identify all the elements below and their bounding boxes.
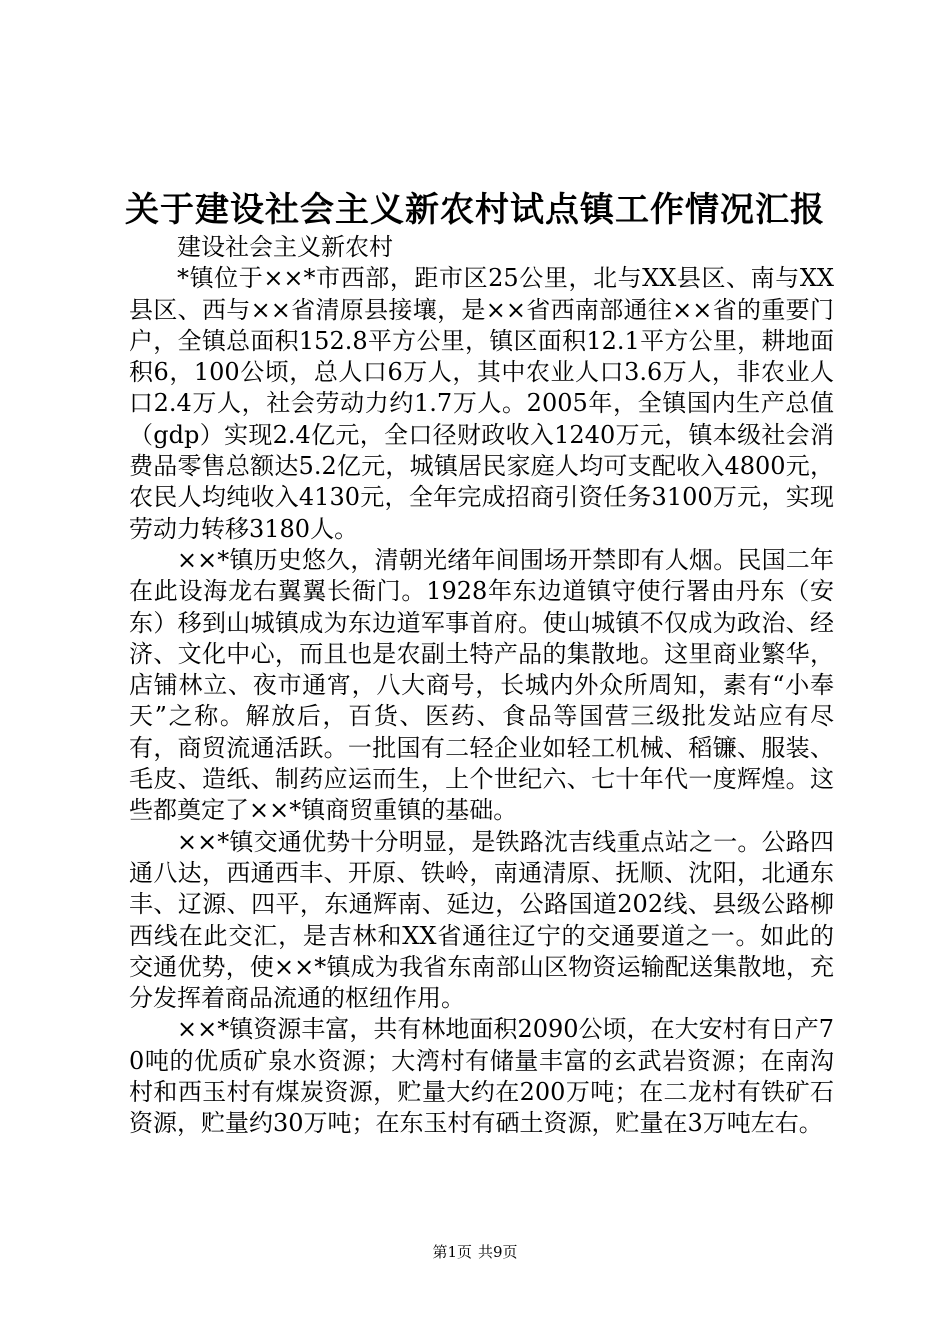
document-body <box>129 232 834 1140</box>
document-title: 关于建设社会主义新农村试点镇工作情况汇报 <box>125 190 825 230</box>
page-number-current: 第1页 <box>432 1243 472 1261</box>
paragraph-transport: ××*镇交通优势十分明显，是铁路沈吉线重点站之一。公路四通八达，西通西丰、开原、铁岭，南通清原、抚顺、沈阳，北通东丰、辽源、四平，东通辉南、延边，公路国道202线、县级公路柳西线在此交汇，是吉林和XX省通往辽宁的交通要道之一。如此的交通优势，使××*镇成为我省东南部山区物资运输配送集散地，充分发挥着商品流通的枢纽作用。 <box>129 827 834 1013</box>
paragraph-resources: ××*镇资源丰富，共有林地面积2090公顷，在大安村有日产70吨的优质矿泉水资源；大湾村有储量丰富的玄武岩资源；在南沟村和西玉村有煤炭资源，贮量大约在200万吨；在二龙村有铁矿石资源，贮量约30万吨；在东玉村有硒土资源，贮量在3万吨左右。 <box>129 1015 834 1138</box>
paragraph-overview: *镇位于××*市西部，距市区25公里，北与XX县区、南与XX县区、西与××省清原县接壤，是××省西南部通往××省的重要门户，全镇总面积152.8平方公里，镇区面积12.1平方公里，耕地面积6，100公顷，总人口6万人，其中农业人口3.6万人，非农业人口2.4万人，社会劳动力约1.7万人。2005年，全镇国内生产总值（gdp）实现2.4亿元，全口径财政收入1240万元，镇本级社会消费品零售总额达5.2亿元，城镇居民家庭人均可支配收入4800元，农民人均纯收入4130元，全年完成招商引资任务3100万元，实现劳动力转移3180人。 <box>129 264 834 543</box>
paragraph-subtitle: 建设社会主义新农村 <box>177 233 393 261</box>
page-footer <box>0 1240 950 1264</box>
page-number-total: 共9页 <box>478 1243 518 1261</box>
paragraph-history: ××*镇历史悠久，清朝光绪年间围场开禁即有人烟。民国二年在此设海龙右翼翼长衙门。1928年东边道镇守使行署由丹东（安东）移到山城镇成为东边道军事首府。使山城镇不仅成为政治、经济、文化中心，而且也是农副土特产品的集散地。这里商业繁华，店铺林立、夜市通宵，八大商号，长城内外众所周知，素有“小奉天”之称。解放后，百货、医药、食品等国营三级批发站应有尽有，商贸流通活跃。一批国有二轻企业如轻工机械、稻镰、服装、毛皮、造纸、制药应运而生，上个世纪六、七十年代一度辉煌。这些都奠定了××*镇商贸重镇的基础。 <box>129 545 834 825</box>
